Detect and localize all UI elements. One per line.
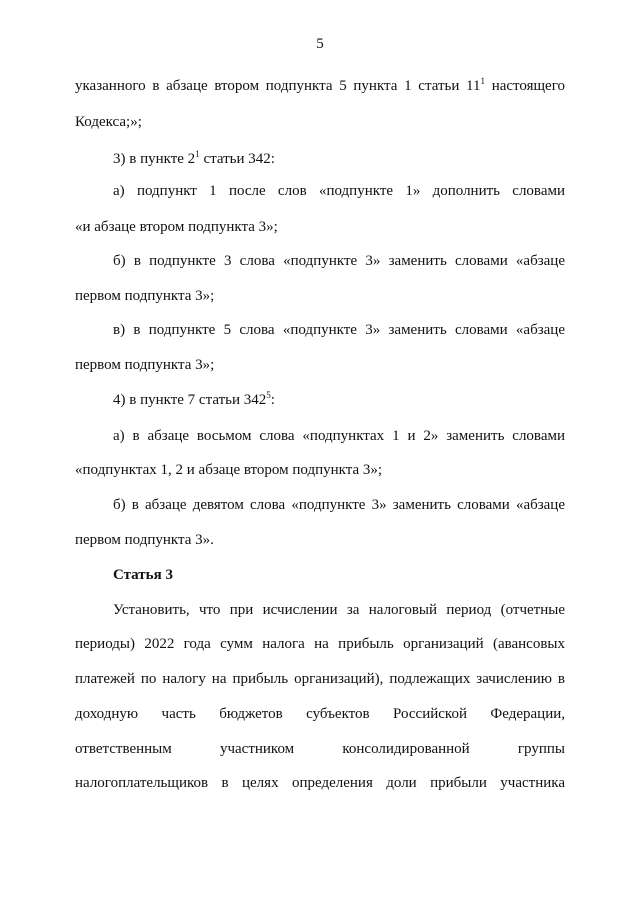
superscript: 1 (195, 149, 200, 159)
text-line: а) в абзаце восьмом слова «подпунктах 1 и 2» заменить словами (113, 428, 565, 444)
text-line: первом подпункта 3»; (75, 357, 215, 373)
text-line: первом подпункта 3»; (75, 288, 215, 304)
text-fragment: указанного в абзаце втором подпункта 5 пункта 1 статьи 11 (75, 78, 481, 94)
superscript: 5 (266, 390, 271, 400)
text-fragment: статьи 342: (199, 151, 275, 167)
text-line (75, 76, 565, 96)
page-number: 5 (316, 36, 324, 52)
text-fragment: 4) в пункте 7 статьи 342 (113, 392, 267, 408)
text-fragment: настоящего (485, 78, 565, 94)
superscript: 1 (480, 76, 486, 86)
text-line: в) в подпункте 5 слова «подпункте 3» заменить словами «абзаце (113, 322, 565, 338)
article-heading: Статья 3 (113, 567, 173, 583)
text-line: б) в подпункте 3 слова «подпункте 3» заменить словами «абзаце (113, 253, 565, 269)
text-line: б) в абзаце девятом слова «подпункте 3» заменить словами «абзаце (113, 497, 565, 513)
text-line: платежей по налогу на прибыль организаций), подлежащих зачислению в (75, 671, 565, 687)
text-line: «подпунктах 1, 2 и абзаце втором подпункта 3»; (75, 462, 383, 478)
text-line: налогоплательщиков в целях определения доли прибыли участника (75, 775, 565, 791)
text-line: доходную часть бюджетов субъектов Российской Федерации, (75, 706, 565, 722)
text-line (113, 149, 275, 169)
text-line: ответственным участником консолидированной группы (75, 741, 565, 757)
text-line: первом подпункта 3». (75, 532, 214, 548)
text-line: Установить, что при исчислении за налоговый период (отчетные (113, 602, 565, 618)
text-line: периоды) 2022 года сумм налога на прибыль организаций (авансовых (75, 636, 565, 652)
text-line (113, 390, 275, 410)
text-line: Кодекса;»; (75, 114, 142, 130)
text-line: «и абзаце втором подпункта 3»; (75, 219, 278, 235)
text-fragment: : (270, 392, 275, 408)
text-line: а) подпункт 1 после слов «подпункте 1» дополнить словами (113, 183, 565, 199)
text-fragment: 3) в пункте 2 (113, 151, 196, 167)
